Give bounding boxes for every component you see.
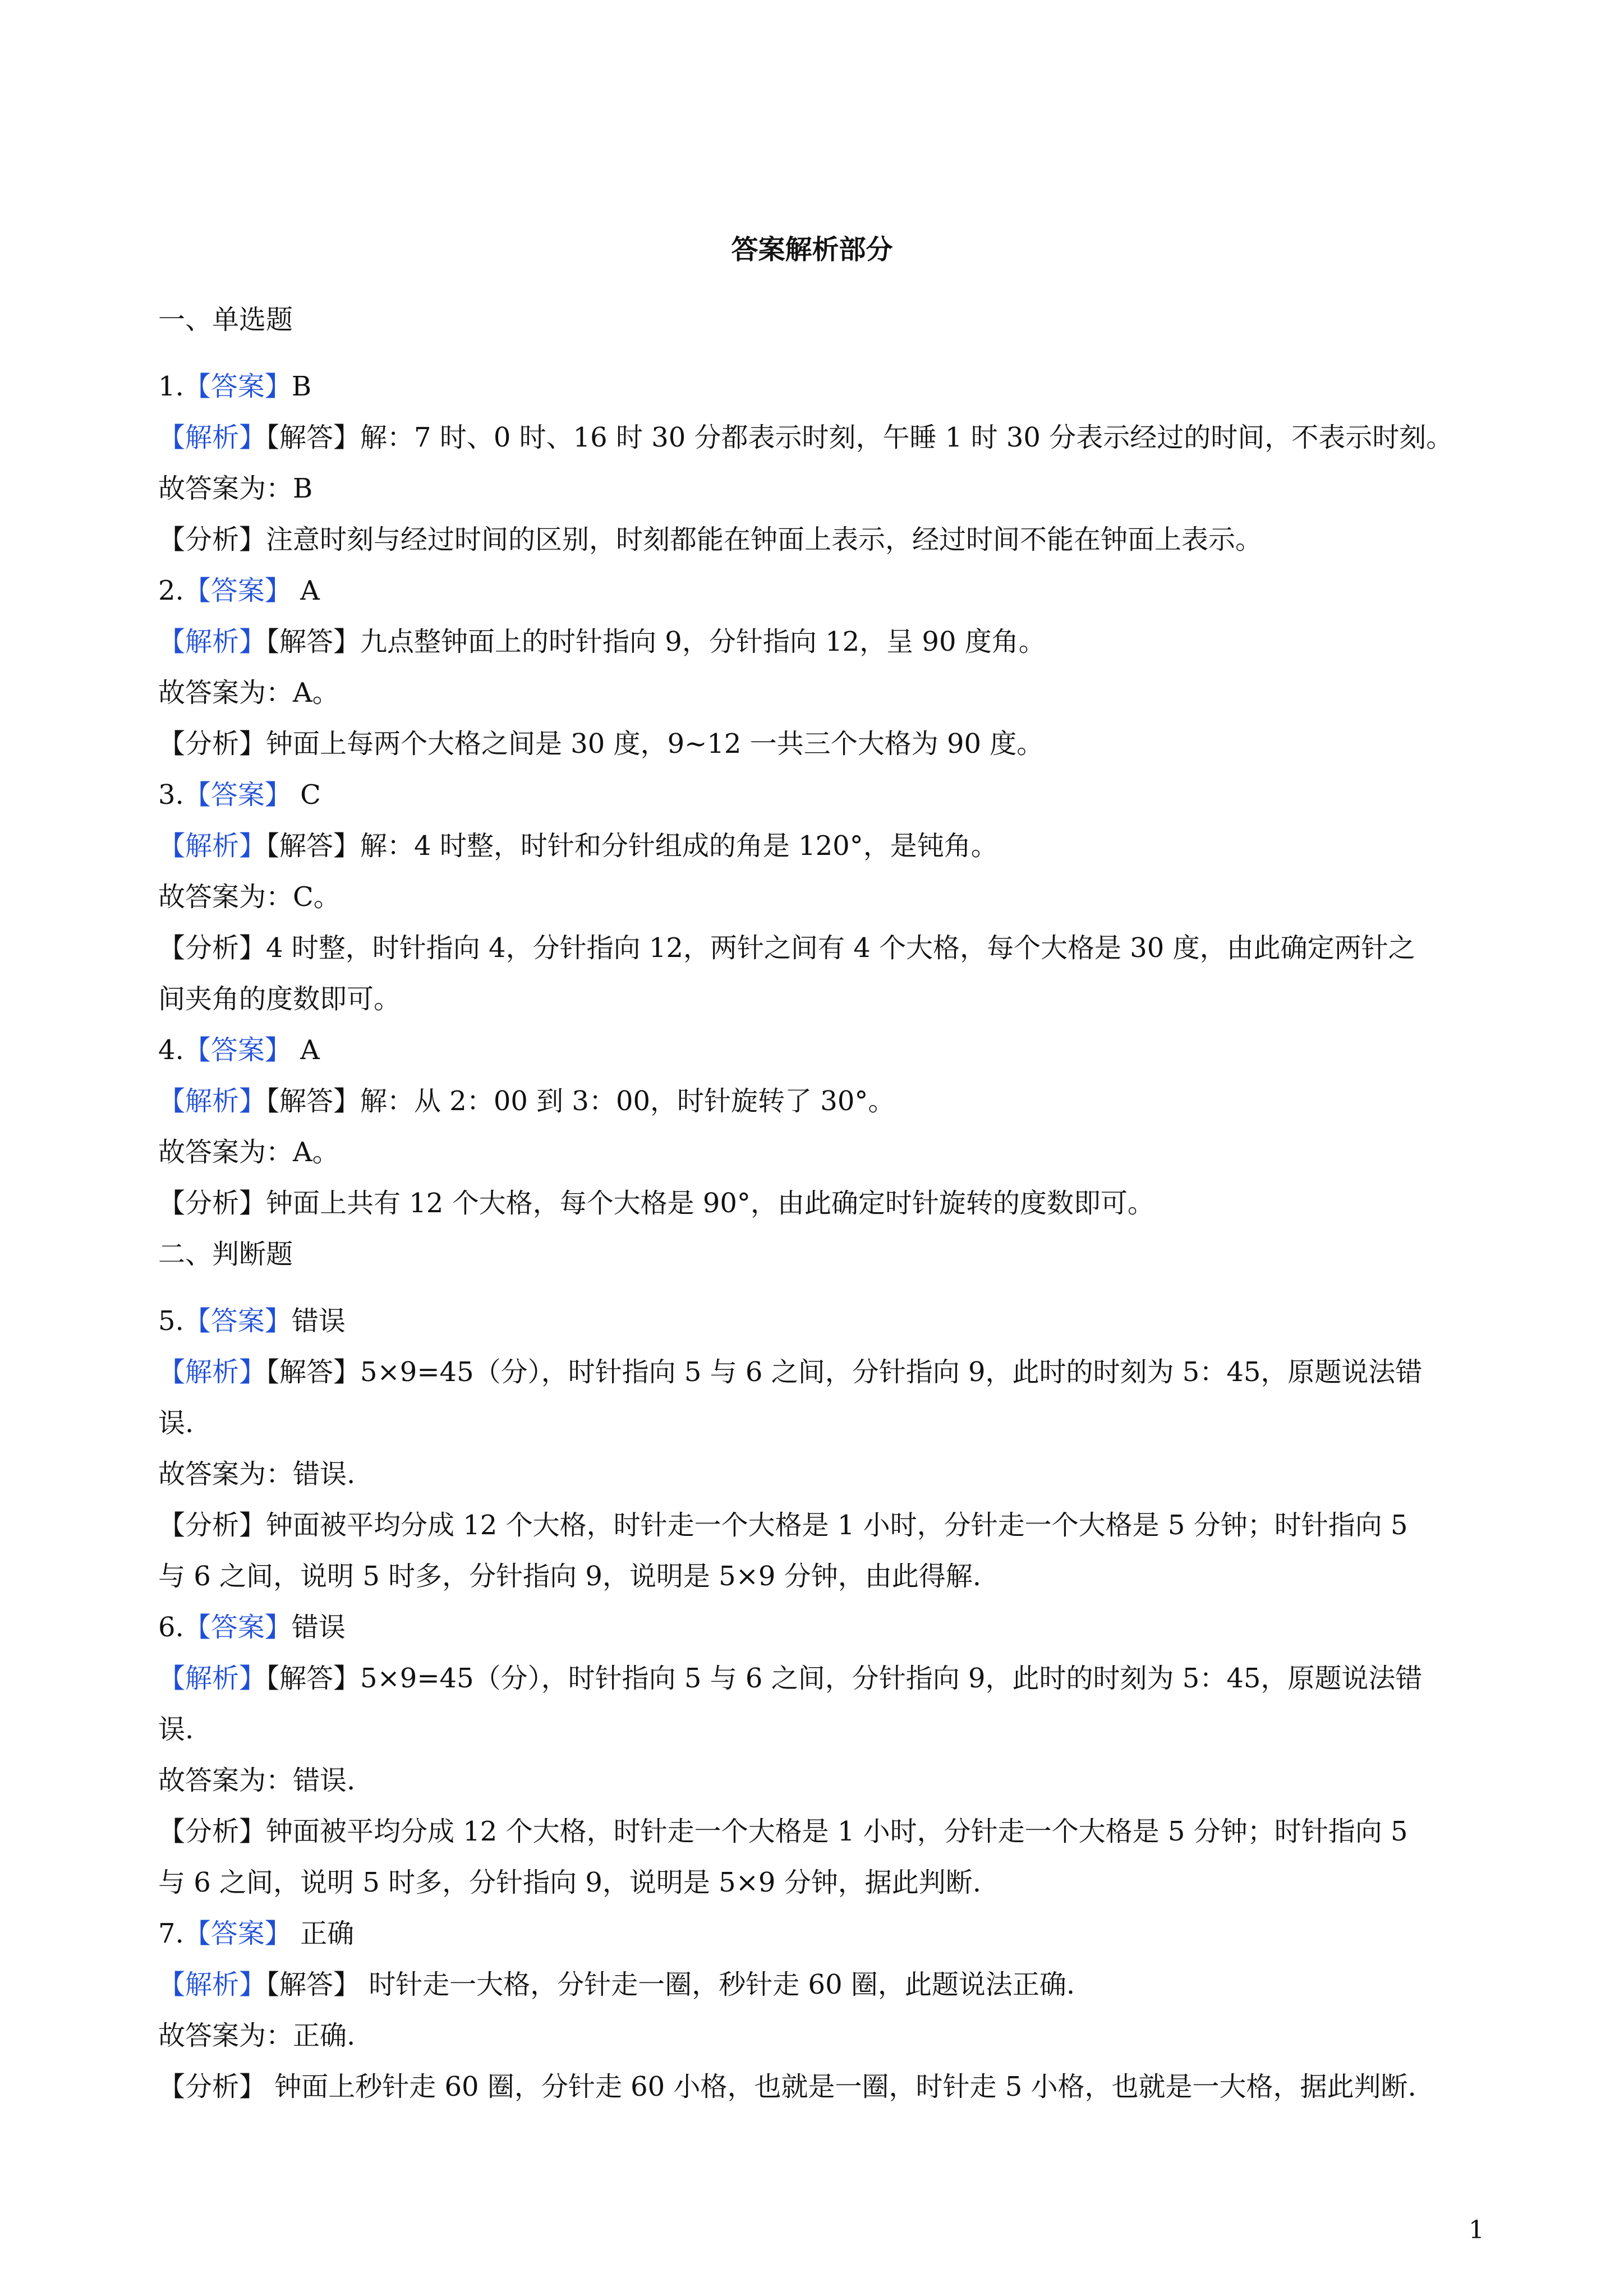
answer-value: C: [291, 779, 321, 811]
answer-value: A: [291, 1034, 320, 1066]
answer-value: 错误: [291, 1305, 346, 1337]
explanation-line: [158, 418, 1482, 457]
conclusion-line: 故答案为：B: [158, 473, 313, 504]
solution-text: 【解答】解：7 时、0 时、16 时 30 分都表示时刻，午睡 1 时 30 分表示经过的时间，不表示时刻。: [266, 422, 1453, 453]
jiexi-tag: 【解析】: [158, 1663, 266, 1694]
answer-value: A: [291, 575, 320, 606]
answer-value: B: [291, 371, 312, 402]
answer-line: [158, 1301, 1482, 1341]
analysis-line: 【分析】 钟面上秒针走 60 圈，分针走 60 小格，也就是一圈，时针走 5 小格，也就是一大格，据此判断.: [158, 2071, 1416, 2102]
page-number: 1: [1469, 2216, 1484, 2244]
jiexi-tag: 【解析】: [158, 422, 266, 453]
analysis-line-continued: 与 6 之间，说明 5 时多，分针指向 9，说明是 5×9 分钟，据此判断.: [158, 1867, 981, 1898]
answer-line: [158, 1914, 1482, 1953]
question-number: 2.: [158, 575, 184, 606]
analysis-line: 【分析】钟面被平均分成 12 个大格，时针走一个大格是 1 小时，分针走一个大格是 5 分钟；时针指向 5: [158, 1510, 1408, 1541]
question-number: 7.: [158, 1918, 184, 1949]
explanation-line: [158, 826, 1482, 866]
answer-tag: 【答案】: [183, 575, 292, 606]
jiexi-tag: 【解析】: [158, 1356, 266, 1388]
jiexi-tag: 【解析】: [158, 830, 266, 862]
solution-text: 【解答】5×9=45（分），时针指向 5 与 6 之间，分针指向 9，此时的时刻为 5：45，原题说法错: [266, 1356, 1423, 1388]
jiexi-tag: 【解析】: [158, 1969, 266, 2000]
analysis-line: 【分析】钟面上共有 12 个大格，每个大格是 90°，由此确定时针旋转的度数即可。: [158, 1188, 1154, 1219]
explanation-line: [158, 1082, 1482, 1121]
explanation-line: [158, 1965, 1482, 2004]
answer-line: [158, 571, 1482, 610]
page-title: 答案解析部分: [731, 234, 893, 265]
analysis-line-continued: 与 6 之间，说明 5 时多，分针指向 9，说明是 5×9 分钟，由此得解.: [158, 1561, 981, 1592]
conclusion-line: 故答案为：错误.: [158, 1765, 356, 1796]
section-heading: 二、判断题: [158, 1239, 293, 1270]
answer-tag: 【答案】: [183, 371, 292, 402]
solution-text: 【解答】 时针走一大格，分针走一圈，秒针走 60 圈，此题说法正确.: [266, 1969, 1075, 2000]
solution-text: 【解答】解：4 时整，时针和分针组成的角是 120°，是钝角。: [266, 830, 998, 862]
explanation-line-continued: 误.: [158, 1714, 194, 1745]
conclusion-line: 故答案为：错误.: [158, 1458, 356, 1490]
question-number: 4.: [158, 1034, 184, 1066]
analysis-line: 【分析】4 时整，时针指向 4，分针指向 12，两针之间有 4 个大格，每个大格是 30 度，由此确定两针之: [158, 932, 1415, 964]
jiexi-tag: 【解析】: [158, 1085, 266, 1117]
analysis-line: 【分析】钟面上每两个大格之间是 30 度，9~12 一共三个大格为 90 度。: [158, 728, 1044, 760]
answer-line: [158, 1608, 1482, 1647]
analysis-line: 【分析】钟面被平均分成 12 个大格，时针走一个大格是 1 小时，分针走一个大格是 5 分钟；时针指向 5: [158, 1816, 1408, 1847]
conclusion-line: 故答案为：C。: [158, 881, 341, 913]
question-number: 6.: [158, 1612, 184, 1643]
question-number: 1.: [158, 371, 184, 402]
explanation-line: [158, 1352, 1482, 1392]
question-number: 5.: [158, 1305, 184, 1337]
jiexi-tag: 【解析】: [158, 626, 266, 657]
answer-tag: 【答案】: [183, 1918, 292, 1949]
explanation-line-continued: 误.: [158, 1407, 194, 1439]
answer-tag: 【答案】: [183, 1305, 292, 1337]
answer-value: 正确: [291, 1918, 355, 1949]
solution-text: 【解答】5×9=45（分），时针指向 5 与 6 之间，分针指向 9，此时的时刻为 5：45，原题说法错: [266, 1663, 1423, 1694]
solution-text: 【解答】解：从 2：00 到 3：00，时针旋转了 30°。: [266, 1085, 895, 1117]
answer-tag: 【答案】: [183, 1034, 292, 1066]
section-heading: 一、单选题: [158, 304, 293, 335]
answer-tag: 【答案】: [183, 779, 292, 811]
answer-line: [158, 367, 1482, 406]
answer-line: [158, 775, 1482, 815]
conclusion-line: 故答案为：正确.: [158, 2020, 356, 2051]
solution-text: 【解答】九点整钟面上的时针指向 9，分针指向 12，呈 90 度角。: [266, 626, 1046, 657]
answer-tag: 【答案】: [183, 1612, 292, 1643]
analysis-line: 【分析】注意时刻与经过时间的区别，时刻都能在钟面上表示，经过时间不能在钟面上表示。: [158, 524, 1263, 555]
answer-value: 错误: [291, 1612, 346, 1643]
conclusion-line: 故答案为：A。: [158, 677, 339, 708]
analysis-line-continued: 间夹角的度数即可。: [158, 983, 401, 1015]
conclusion-line: 故答案为：A。: [158, 1137, 339, 1168]
explanation-line: [158, 622, 1482, 661]
explanation-line: [158, 1659, 1482, 1698]
question-number: 3.: [158, 779, 184, 811]
answer-line: [158, 1030, 1482, 1070]
